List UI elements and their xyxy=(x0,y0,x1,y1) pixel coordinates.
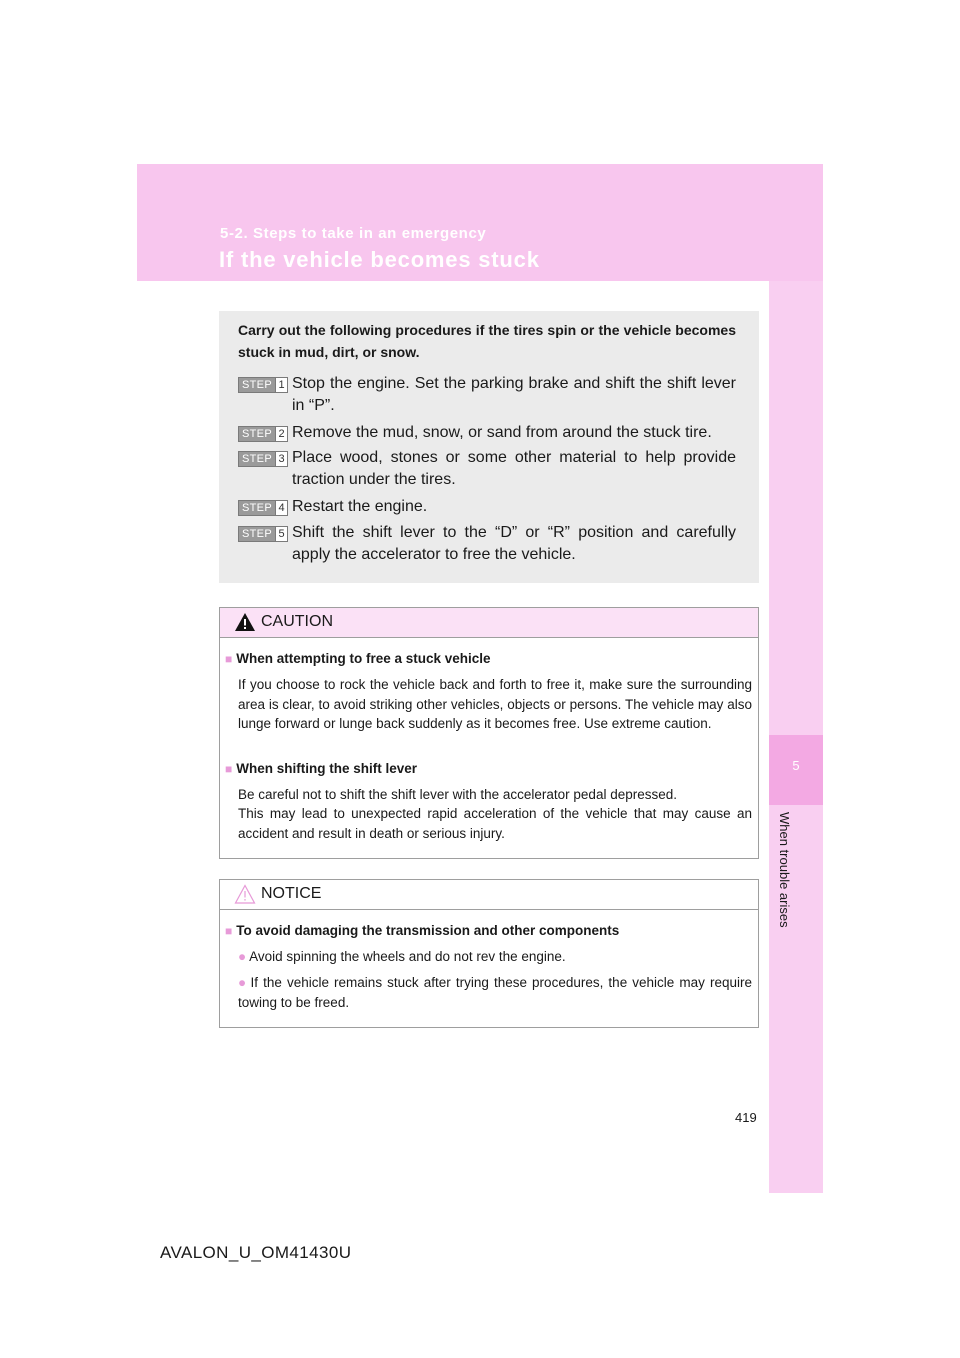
caution-heading-2 xyxy=(225,759,417,779)
step-text: Place wood, stones or some other material to help provide traction under the tires. xyxy=(292,449,736,488)
step-badge-number: 5 xyxy=(275,527,287,541)
step-5 xyxy=(238,522,736,566)
bullet-dot-icon: ● xyxy=(238,949,247,964)
step-badge-word: STEP xyxy=(242,428,272,440)
document-code: AVALON_U_OM41430U xyxy=(160,1243,352,1262)
square-bullet-icon: ■ xyxy=(225,652,233,666)
chapter-title: When trouble arises xyxy=(777,812,792,928)
step-badge-word: STEP xyxy=(242,453,272,465)
caution-heading-1 xyxy=(225,649,491,669)
section-label: 5-2. Steps to take in an emergency xyxy=(220,225,487,242)
step-badge xyxy=(238,451,288,467)
notice-header xyxy=(220,880,758,910)
notice-bullet-text: Avoid spinning the wheels and do not rev the engine. xyxy=(249,949,566,964)
step-text: Stop the engine. Set the parking brake and shift the shift lever in “P”. xyxy=(292,375,736,414)
step-text: Remove the mud, snow, or sand from around the stuck tire. xyxy=(292,424,712,441)
caution-box xyxy=(219,607,759,859)
notice-bullet-text: If the vehicle remains stuck after trying these procedures, the vehicle may require towing to be freed. xyxy=(238,975,753,1010)
warning-triangle-icon xyxy=(234,612,256,632)
bullet-dot-icon: ● xyxy=(238,975,248,990)
notice-bullet-2 xyxy=(238,973,752,1012)
intro-text: Carry out the following procedures if the tires spin or the vehicle becomes stuck in mud, dirt, or snow. xyxy=(238,322,736,360)
step-badge-word: STEP xyxy=(242,379,272,391)
step-badge-number: 2 xyxy=(275,427,287,441)
step-2 xyxy=(238,422,736,444)
square-bullet-icon: ■ xyxy=(225,762,233,776)
square-bullet-icon: ■ xyxy=(225,924,233,938)
caution-paragraph: This may lead to unexpected rapid acceleration of the vehicle that may cause an accident and result in death or serious injury. xyxy=(238,806,752,841)
caution-paragraph: Be careful not to shift the shift lever with the accelerator pedal depressed. xyxy=(238,787,677,802)
notice-triangle-icon xyxy=(234,884,256,904)
notice-heading xyxy=(225,921,619,941)
caution-heading-text: When attempting to free a stuck vehicle xyxy=(236,651,491,666)
notice-heading-text: To avoid damaging the transmission and other components xyxy=(236,923,620,938)
caution-heading-text: When shifting the shift lever xyxy=(236,761,418,776)
step-badge xyxy=(238,377,288,393)
step-badge-number: 4 xyxy=(275,501,287,515)
chapter-number: 5 xyxy=(792,758,800,773)
notice-bullet-1 xyxy=(238,947,752,967)
step-badge xyxy=(238,526,288,542)
notice-label: NOTICE xyxy=(261,885,322,902)
step-1 xyxy=(238,373,736,417)
step-3 xyxy=(238,447,736,491)
caution-header xyxy=(220,608,758,638)
page-title: If the vehicle becomes stuck xyxy=(219,247,540,272)
step-badge-word: STEP xyxy=(242,502,272,514)
page-number: 419 xyxy=(735,1110,757,1125)
caution-label: CAUTION xyxy=(261,613,333,630)
step-badge xyxy=(238,426,288,442)
step-badge-number: 1 xyxy=(275,378,287,392)
step-badge xyxy=(238,500,288,516)
caution-paragraph: If you choose to rock the vehicle back and forth to free it, make sure the surrounding area is clear, to avoid striking other vehicles, objects or persons. The vehicle may also lunge forward or lunge back suddenly as it becomes free. Use extreme caution. xyxy=(238,677,752,731)
step-badge-number: 3 xyxy=(275,452,287,466)
notice-box xyxy=(219,879,759,1028)
step-text: Restart the engine. xyxy=(292,498,428,515)
step-text: Shift the shift lever to the “D” or “R” position and carefully apply the accelerator to free the vehicle. xyxy=(292,524,736,563)
step-badge-word: STEP xyxy=(242,528,272,540)
step-4 xyxy=(238,496,736,518)
